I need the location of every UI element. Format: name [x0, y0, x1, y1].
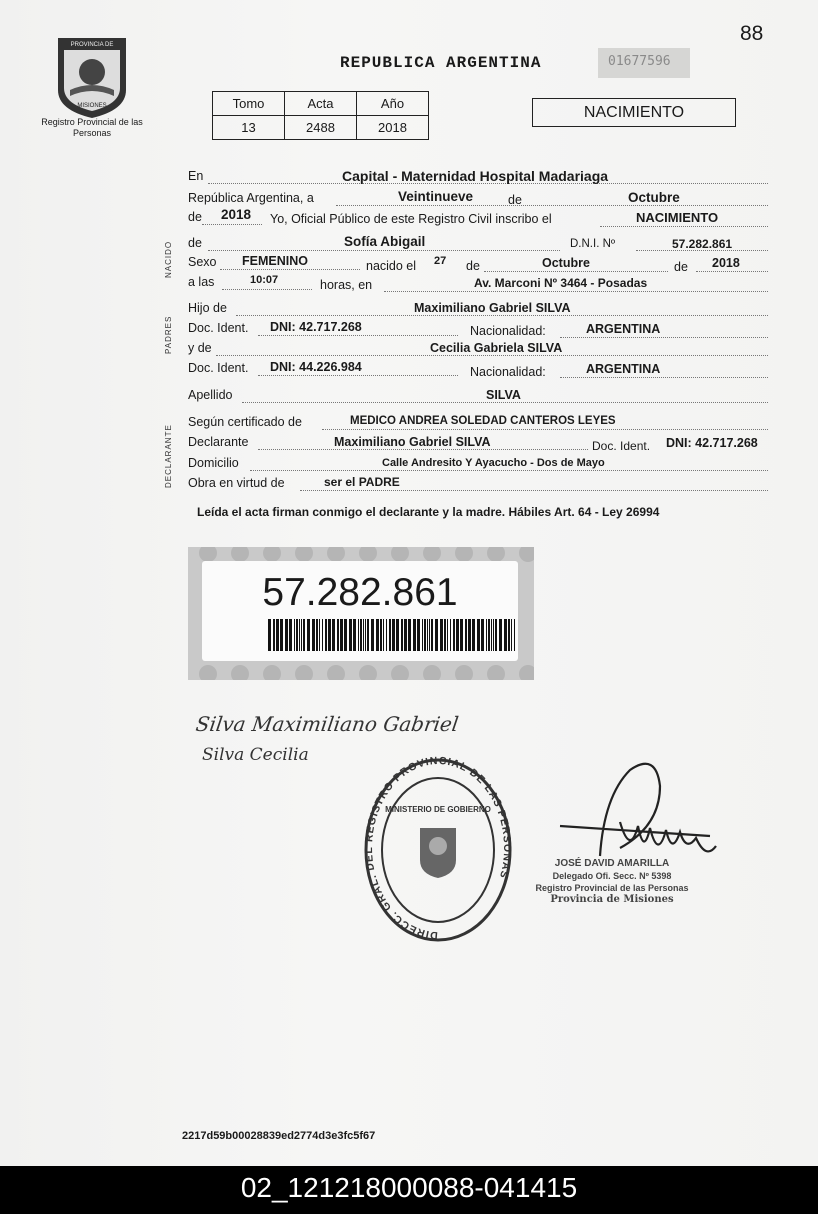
dni-sticker-number: 57.282.861	[262, 571, 458, 614]
birth-day: 27	[434, 255, 447, 267]
mother-name: Cecilia Gabriela SILVA	[430, 341, 563, 355]
barcode-bar	[353, 619, 356, 651]
barcode-bar	[367, 619, 369, 651]
barcode-bar	[493, 619, 494, 651]
document-hash: 2217d59b00028839ed2774d3e3fc5f67	[182, 1130, 376, 1142]
virtue-value: ser el PADRE	[324, 475, 400, 489]
row-virtue	[188, 476, 768, 494]
barcode-bar	[444, 619, 446, 651]
country-label: República Argentina, a	[188, 191, 314, 205]
barcode-bar	[303, 619, 305, 651]
registrar-text: Yo, Oficial Público de este Registro Civil inscribo el	[270, 212, 552, 226]
official-seal-stamp	[362, 756, 514, 944]
side-label-born: NACIDO	[164, 240, 173, 278]
barcode-bar	[511, 619, 512, 651]
barcode-bar	[289, 619, 292, 651]
birth-time: 10:07	[250, 274, 279, 286]
official-name: JOSÉ DAVID AMARILLA	[554, 858, 670, 869]
barcode-bar	[460, 619, 463, 651]
mother-doc: DNI: 44.226.984	[270, 360, 362, 374]
barcode-bar	[486, 619, 487, 651]
dni-sticker-inner	[202, 561, 518, 661]
certificate-value: MEDICO ANDREA SOLEDAD CANTEROS LEYES	[350, 415, 616, 427]
barcode-bar	[495, 619, 497, 651]
surname-label: Apellido	[188, 388, 233, 402]
barcode-bar	[389, 619, 391, 651]
signature-mother: Silva Cecilia	[202, 745, 309, 765]
barcode-bar	[360, 619, 362, 651]
mother-nat-label: Nacionalidad:	[470, 365, 546, 379]
birth-address: Av. Marconi Nº 3464 - Posadas	[474, 276, 648, 290]
mother-nationality: ARGENTINA	[586, 362, 661, 376]
child-dni: 57.282.861	[672, 237, 733, 251]
barcode-bar	[365, 619, 366, 651]
declarant-doc-label: Doc. Ident.	[592, 439, 651, 453]
father-nat-label: Nacionalidad:	[470, 324, 546, 338]
day-text: Veintinueve	[398, 189, 474, 204]
barcode-bar	[307, 619, 310, 651]
barcode-bar	[499, 619, 502, 651]
de-label-5: de	[674, 260, 688, 274]
barcode-bar	[508, 619, 510, 651]
barcode-bar	[404, 619, 407, 651]
born-label: nacido el	[366, 259, 417, 273]
barcode-bar	[299, 619, 300, 651]
domicile-label: Domicilio	[188, 456, 239, 470]
acta-label: Acta	[285, 92, 357, 116]
father-doc-label: Doc. Ident.	[188, 321, 249, 335]
virtue-label: Obra en virtud de	[188, 476, 285, 490]
row-registrar	[188, 207, 768, 228]
book-reference-table	[212, 91, 429, 140]
legal-note: Leída el acta firman conmigo el declarante y la madre. Hábiles Art. 64 - Ley 26994	[197, 505, 660, 519]
registry-caption: Registro Provincial de las Personas	[41, 117, 143, 138]
barcode-bar	[417, 619, 420, 651]
barcode-bar	[325, 619, 327, 651]
declarant-label: Declarante	[188, 435, 249, 449]
barcode-bar	[328, 619, 331, 651]
father-doc: DNI: 42.717.268	[270, 320, 362, 334]
row-domicile	[188, 456, 768, 474]
stamp-inner-text: MINISTERIO DE GOBIERNO	[385, 805, 491, 814]
official-role: Delegado Ofi. Secc. Nº 5398	[552, 871, 672, 881]
barcode-bar	[435, 619, 438, 651]
tomo-value: 13	[213, 116, 285, 140]
tomo-label: Tomo	[213, 92, 285, 116]
de-label-1: de	[508, 193, 522, 207]
official-province: Provincia de Misiones	[550, 894, 674, 905]
row-mother	[188, 341, 768, 359]
year-value: 2018	[221, 207, 252, 222]
logo-text-top: PROVINCIA DE	[70, 42, 114, 48]
document-title: REPUBLICA ARGENTINA	[340, 54, 542, 72]
barcode-bar	[472, 619, 475, 651]
barcode-bar	[440, 619, 443, 651]
row-declarant	[188, 435, 768, 453]
barcode-bar	[383, 619, 384, 651]
barcode-bar	[380, 619, 382, 651]
barcode-bar	[456, 619, 459, 651]
barcode-bar	[344, 619, 347, 651]
official-stamp-block	[512, 858, 712, 906]
de-label-4: de	[466, 259, 480, 273]
barcode-bar	[301, 619, 302, 651]
barcode-bar	[322, 619, 323, 651]
anio-label: Año	[357, 92, 429, 116]
barcode-bar	[429, 619, 430, 651]
barcode-bar	[401, 619, 403, 651]
barcode-bar	[340, 619, 343, 651]
barcode-bar	[371, 619, 374, 651]
barcode-bar	[468, 619, 471, 651]
barcode-bar	[422, 619, 423, 651]
surname-value: SILVA	[486, 388, 521, 402]
row-mother-doc	[188, 361, 768, 379]
barcode-bar	[477, 619, 480, 651]
barcode-bar	[450, 619, 451, 651]
barcode-bar	[280, 619, 283, 651]
declarant-name: Maximiliano Gabriel SILVA	[334, 435, 491, 449]
barcode-bar	[504, 619, 507, 651]
place-value: Capital - Maternidad Hospital Madariaga	[342, 168, 609, 184]
page-number: 88	[740, 22, 764, 45]
hours-label: horas, en	[320, 278, 373, 292]
barcode-bar	[268, 619, 271, 651]
barcode-bar	[296, 619, 298, 651]
barcode-bar	[358, 619, 359, 651]
barcode	[268, 619, 518, 653]
barcode-bar	[491, 619, 492, 651]
side-label-parents: PADRES	[164, 315, 173, 354]
barcode-bar	[431, 619, 433, 651]
row-father-doc	[188, 321, 768, 339]
barcode-bar	[427, 619, 428, 651]
at-label: a las	[188, 275, 215, 289]
barcode-bar	[465, 619, 467, 651]
official-office: Registro Provincial de las Personas	[535, 883, 689, 893]
barcode-bar	[453, 619, 455, 651]
row-name	[188, 236, 768, 254]
barcode-bar	[392, 619, 395, 651]
row-surname	[188, 388, 768, 406]
month-value: Octubre	[628, 190, 680, 205]
barcode-bar	[386, 619, 387, 651]
domicile-value: Calle Andresito Y Ayacucho - Dos de Mayo	[382, 457, 605, 469]
birth-month: Octubre	[542, 256, 590, 270]
father-nationality: ARGENTINA	[586, 322, 661, 336]
row-certificate	[188, 415, 768, 433]
barcode-bar	[312, 619, 315, 651]
barcode-bar	[319, 619, 320, 651]
barcode-bar	[376, 619, 379, 651]
barcode-bar	[481, 619, 484, 651]
row-place	[188, 169, 768, 187]
barcode-bar	[276, 619, 279, 651]
barcode-bar	[363, 619, 364, 651]
record-type-box: NACIMIENTO	[532, 98, 736, 127]
row-time	[188, 275, 768, 293]
barcode-bar	[316, 619, 318, 651]
anio-value: 2018	[357, 116, 429, 140]
place-label: En	[188, 169, 204, 183]
barcode-bar	[424, 619, 426, 651]
barcode-bar	[337, 619, 339, 651]
event-value: NACIMIENTO	[636, 210, 719, 225]
logo-text-bottom: MISIONES	[77, 103, 107, 109]
declarant-doc: DNI: 42.717.268	[666, 436, 758, 450]
barcode-bar	[285, 619, 288, 651]
barcode-bar	[488, 619, 490, 651]
de-label-2: de	[188, 210, 202, 224]
sex-label: Sexo	[188, 255, 217, 269]
barcode-bar	[294, 619, 295, 651]
barcode-bar	[408, 619, 411, 651]
barcode-bar	[349, 619, 352, 651]
dni-label: D.N.I. Nº	[570, 238, 616, 250]
scan-filename: 02_121218000088-041415	[0, 1166, 818, 1214]
child-name: Sofía Abigail	[344, 234, 426, 249]
row-father	[188, 301, 768, 319]
sex-value: FEMENINO	[242, 254, 308, 268]
row-sex	[188, 255, 768, 273]
barcode-bar	[332, 619, 335, 651]
stamp-ring-text: DIRECC. GRAL. DEL REGISTRO PROVINCIAL DE LAS PERSONAS	[363, 756, 514, 942]
certificate-label: Según certificado de	[188, 415, 302, 429]
acta-value: 2488	[285, 116, 357, 140]
dni-sticker	[188, 547, 534, 680]
barcode-bar	[447, 619, 448, 651]
serial-number: 01677596	[598, 48, 690, 78]
mother-doc-label: Doc. Ident.	[188, 361, 249, 375]
row-date	[188, 191, 768, 209]
barcode-bar	[273, 619, 275, 651]
father-name: Maximiliano Gabriel SILVA	[414, 301, 571, 315]
signature-father: Silva Maximiliano Gabriel	[194, 712, 461, 736]
birth-year: 2018	[712, 256, 740, 270]
son-label: Hijo de	[188, 301, 227, 315]
barcode-bar	[514, 619, 515, 651]
de-label-3: de	[188, 236, 202, 250]
side-label-declarant: DECLARANTE	[164, 424, 173, 488]
barcode-bar	[396, 619, 399, 651]
and-label: y de	[188, 341, 212, 355]
barcode-bar	[413, 619, 416, 651]
